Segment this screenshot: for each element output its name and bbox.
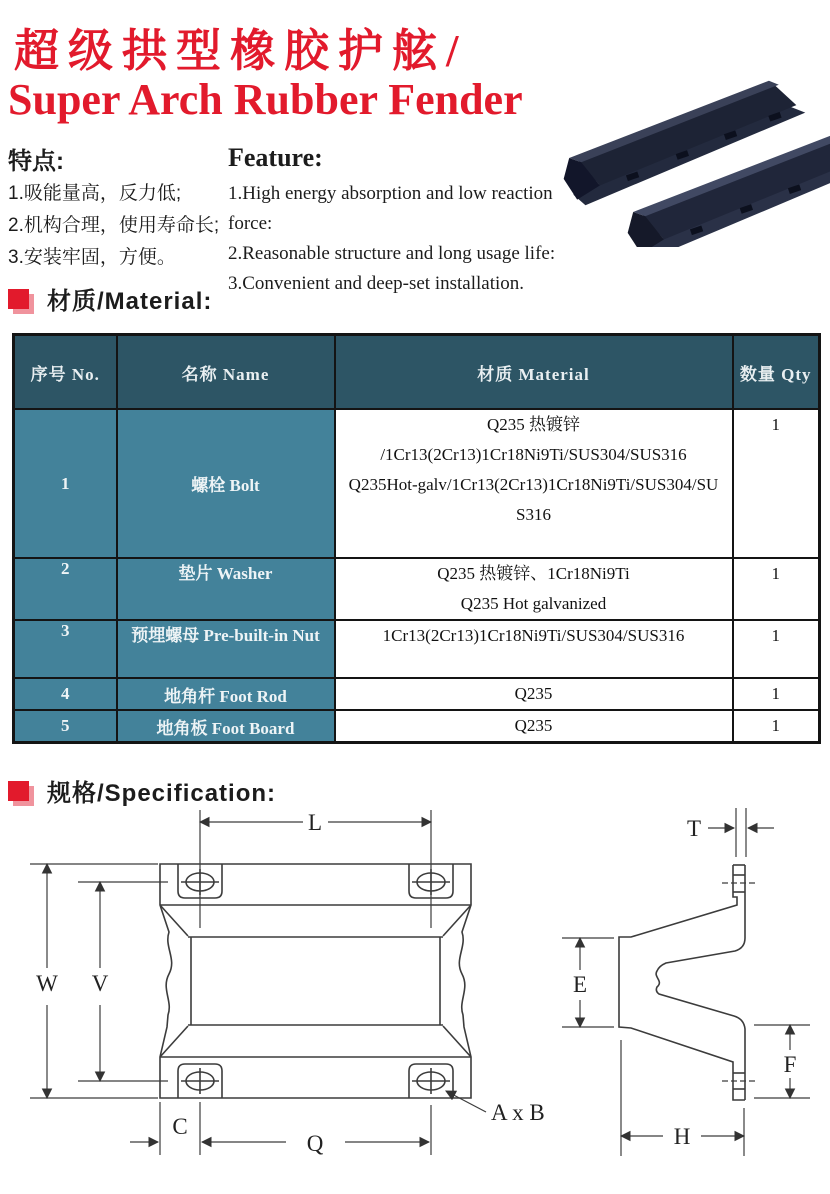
cell-qty: 1 [733, 620, 820, 678]
red-square-bullet-icon [8, 289, 29, 309]
dimension-lines [562, 808, 810, 1156]
cell-name: 垫片 Washer [117, 558, 335, 620]
col-header-no: 序号 No. [14, 335, 117, 410]
page-title-en: Super Arch Rubber Fender [8, 75, 523, 124]
fender-profile-outline [619, 865, 745, 1100]
col-header-qty: 数量 Qty [733, 335, 820, 410]
dim-label-L: L [307, 810, 323, 835]
cell-qty: 1 [733, 558, 820, 620]
material-section-heading [8, 281, 212, 316]
table-row [14, 558, 820, 620]
col-header-material: 材质 Material [335, 335, 733, 410]
table-row [14, 710, 820, 743]
material-line: Q235 [514, 716, 553, 735]
features-zh-heading: 特点: [8, 148, 64, 175]
features-en-heading: Feature: [228, 143, 323, 172]
cell-material [335, 558, 733, 620]
dim-label-E: E [572, 972, 588, 997]
material-line: Q235Hot-galv/1Cr13(2Cr13)1Cr18Ni9Ti/SUS304/SU [348, 475, 719, 494]
col-header-name: 名称 Name [117, 335, 335, 410]
feature-item-en: 3.Convenient and deep-set installation. [228, 273, 525, 294]
red-square-bullet-icon [8, 781, 29, 801]
cell-qty: 1 [733, 710, 820, 743]
dim-label-AxB: A x B [491, 1100, 545, 1125]
cell-qty: 1 [733, 678, 820, 710]
page-title-zh: 超级拱型橡胶护舷/ [14, 26, 468, 76]
dim-label-Q: Q [306, 1131, 324, 1156]
material-heading-label: 材质/Material: [47, 288, 213, 315]
material-line: Q235 热镀锌 [486, 415, 581, 434]
specification-heading-label: 规格/Specification: [47, 780, 277, 807]
dim-label-V: V [91, 971, 109, 996]
bolt-symbol [181, 869, 450, 1094]
dim-label-T: T [686, 816, 702, 841]
cell-qty: 1 [733, 409, 820, 558]
cell-no: 4 [14, 678, 117, 710]
material-line: Q235 [514, 684, 553, 703]
features-zh [8, 141, 226, 274]
cell-name: 预埋螺母 Pre-built-in Nut [117, 620, 335, 678]
features-en [228, 143, 563, 299]
front-view-drawing [18, 800, 558, 1192]
material-line: Q235 热镀锌、1Cr18Ni9Ti [437, 564, 630, 583]
feature-item-zh: 1.吸能量高，反力低; [8, 183, 182, 204]
dim-label-W: W [36, 971, 58, 996]
cell-material [335, 710, 733, 743]
material-line: S316 [516, 505, 551, 524]
feature-item-zh: 3.安装牢固，方便。 [8, 247, 176, 268]
material-line: 1Cr13(2Cr13)1Cr18Ni9Ti/SUS304/SUS316 [382, 626, 685, 645]
table-row [14, 409, 820, 558]
dim-label-C: C [172, 1114, 188, 1139]
product-photo-rubber-fenders [553, 55, 830, 247]
side-profile-drawing [558, 800, 830, 1190]
material-line: Q235 Hot galvanized [460, 594, 607, 613]
fender-body-outline [160, 864, 471, 1098]
feature-item-en: 1.High energy absorption and low reaction force: [228, 183, 553, 234]
feature-item-zh: 2.机构合理，使用寿命长; [8, 215, 220, 236]
cell-name: 地角板 Foot Board [117, 710, 335, 743]
cell-no: 1 [14, 409, 117, 558]
cell-material [335, 409, 733, 558]
cell-name: 螺栓 Bolt [117, 409, 335, 558]
cell-name: 地角杆 Foot Rod [117, 678, 335, 710]
feature-item-en: 2.Reasonable structure and long usage life: [228, 243, 556, 264]
table-row [14, 620, 820, 678]
dim-label-H: H [673, 1124, 691, 1149]
dim-label-F: F [783, 1052, 797, 1077]
material-table [12, 333, 821, 744]
cell-material [335, 678, 733, 710]
cell-no: 2 [14, 558, 117, 620]
cell-material [335, 620, 733, 678]
table-row [14, 678, 820, 710]
cell-no: 5 [14, 710, 117, 743]
cell-no: 3 [14, 620, 117, 678]
material-line: /1Cr13(2Cr13)1Cr18Ni9Ti/SUS304/SUS316 [380, 445, 687, 464]
table-header-row [14, 335, 820, 410]
